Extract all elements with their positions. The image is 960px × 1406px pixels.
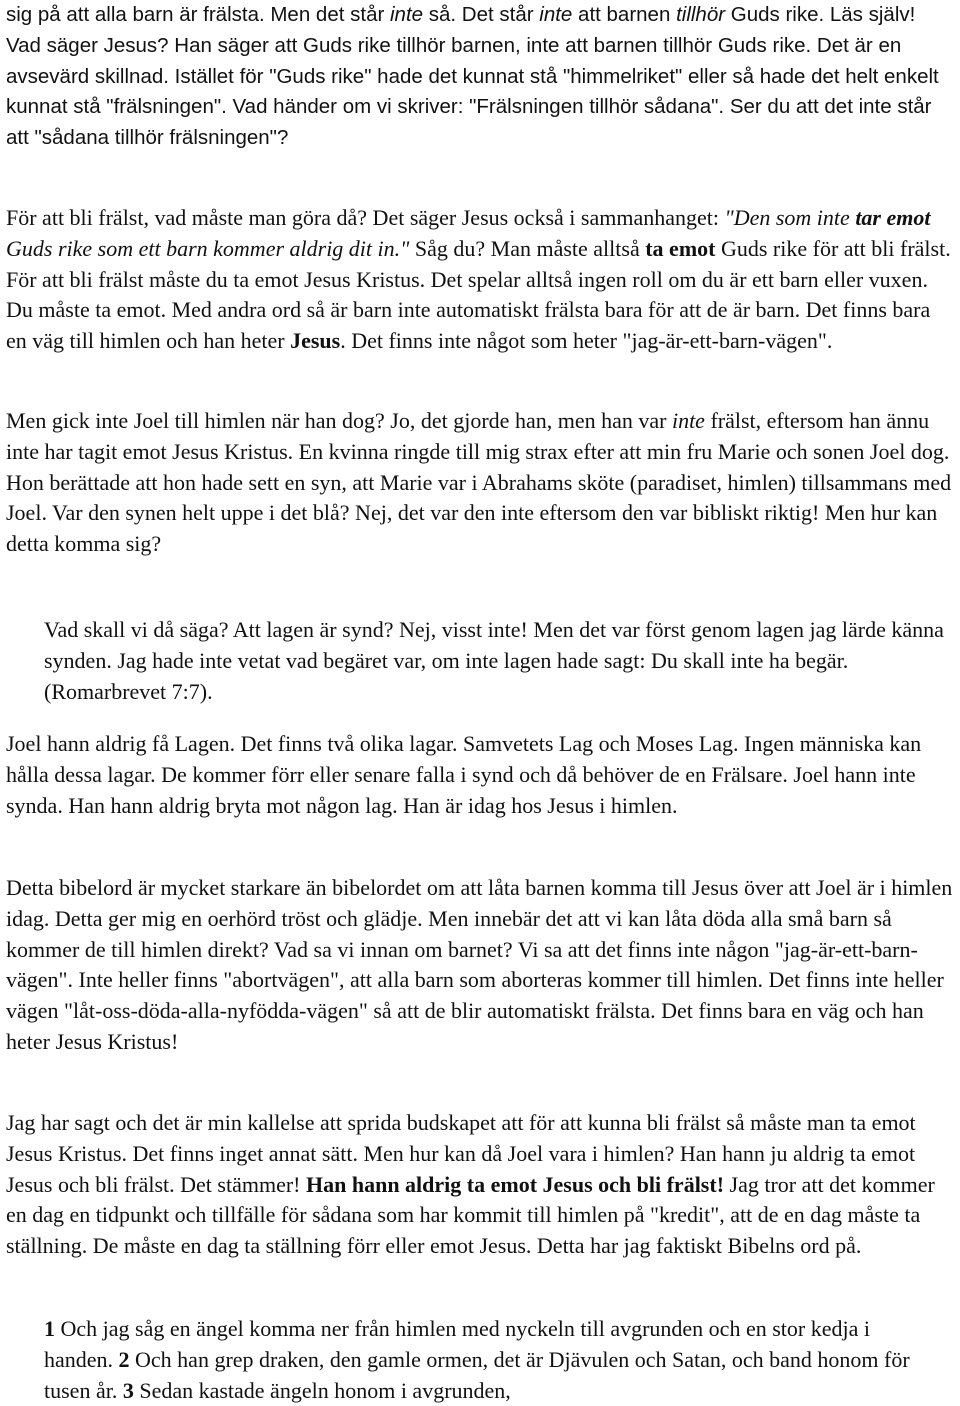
text-segment: Och jag såg en ängel komma ner från himlen med nyckeln till avgrunden och en stor kedja i handen. bbox=[44, 1316, 870, 1372]
text-segment: Guds rike för att bli frälst. För att bli frälst måste du ta emot Jesus Kristus. Det spelar alltså ingen roll om du är ett barn eller vuxen. Du måste ta emot. Med andra ord så är barn inte automatiskt frälsta bara för att de är barn. Det finns bara en väg till himlen och han heter bbox=[6, 235, 951, 354]
paragraph-4 bbox=[6, 729, 954, 821]
text-segment: Vad skall vi då säga? Att lagen är synd? Nej, visst inte! Men det var först genom lagen jag lärde känna synden. Jag hade inte vetat vad begäret var, om inte lagen hade sagt: Du skall inte ha begär. (Romarbrevet 7:7). bbox=[44, 617, 944, 704]
text-segment: inte bbox=[539, 3, 573, 26]
text-segment: . Det finns inte något som heter "jag-är-ett-barn-vägen". bbox=[340, 328, 833, 354]
text-segment: Guds rike som ett barn kommer aldrig dit in." bbox=[6, 235, 410, 261]
text-segment: 2 bbox=[118, 1346, 130, 1372]
text-segment: 1 bbox=[44, 1316, 55, 1341]
paragraph-3 bbox=[6, 406, 954, 560]
text-segment: så. Det står bbox=[423, 3, 540, 26]
paragraph-5 bbox=[6, 873, 954, 1058]
text-segment: tillhör bbox=[676, 3, 726, 26]
paragraph-2 bbox=[6, 203, 954, 357]
text-segment: inte bbox=[671, 408, 705, 433]
paragraph-6 bbox=[6, 1108, 954, 1262]
text-segment: inte bbox=[390, 3, 424, 26]
text-segment: Joel hann aldrig få Lagen. Det finns två olika lagar. Samvetets Lag och Moses Lag. Ingen människa kan hålla dessa lagar. De kommer förr eller senare falla i synd och då behöver de en Frälsare. Joel hann inte synda. Han hann aldrig bryta mot någon lag. Han är idag hos Jesus i himlen. bbox=[6, 731, 922, 818]
quote-romans bbox=[44, 615, 944, 707]
text-segment: Sedan kastade ängeln honom i avgrunden, bbox=[133, 1377, 511, 1403]
text-segment: frälst, eftersom han ännu inte har tagit emot Jesus Kristus. En kvinna ringde till mig strax efter att min fru Marie och sonen Joel dog. Hon berättade att hon hade sett en syn, att Marie var i Abrahams sköte (paradiset, himlen) tillsammans med Joel. Var den synen helt uppe i det blå? Nej, det var den inte eftersom den var bibliskt riktig! Men hur kan detta komma sig? bbox=[6, 408, 952, 557]
text-segment: att barnen bbox=[572, 3, 677, 26]
text-segment: Såg du? Man måste alltså bbox=[409, 235, 646, 261]
text-segment: Jag har sagt och det är min kallelse att sprida budskapet att för att kunna bli frälst så måste man ta emot Jesus Kristus. Det finns inget annat sätt. Men hur kan då Joel vara i himlen? Han hann ju aldrig ta emot Jesus och bli frälst. Det stämmer! bbox=[6, 1110, 916, 1197]
text-segment: Han hann aldrig ta emot Jesus och bli frälst! bbox=[306, 1171, 725, 1197]
text-segment: tar emot bbox=[855, 205, 931, 230]
text-segment: För att bli frälst, vad måste man göra då? Det säger Jesus också i sammanhanget: bbox=[6, 205, 725, 230]
paragraph-1 bbox=[6, 0, 954, 154]
text-segment: Guds rike. Läs själv! Vad säger Jesus? Han säger att Guds rike tillhör barnen, inte att barnen tillhör Guds rike. Det är en avsevärd skillnad. Istället för "Guds rike" hade det kunnat stå "himmelriket" eller så hade det helt enkelt kunnat stå "frälsningen". Vad händer om vi skriver: "Frälsningen tillhör sådana". Ser du att det inte står att "sådana tillhör frälsningen"? bbox=[6, 3, 939, 150]
text-segment: ta emot bbox=[645, 235, 716, 261]
text-segment: Men gick inte Joel till himlen när han dog? Jo, det gjorde han, men han var bbox=[6, 408, 672, 433]
text-segment: 3 bbox=[122, 1377, 134, 1403]
text-segment: Och han grep draken, den gamle ormen, det är Djävulen och Satan, och band honom för tusen år. bbox=[44, 1346, 910, 1403]
text-segment: "Den som inte bbox=[724, 205, 856, 230]
text-segment: Jesus bbox=[290, 328, 341, 354]
text-segment: Detta bibelord är mycket starkare än bibelordet om att låta barnen komma till Jesus över att Joel är i himlen idag. Detta ger mig en oerhörd tröst och glädje. Men innebär det att vi kan låta döda alla små barn så kommer de till himlen direkt? Vad sa vi innan om barnet? Vi sa att det finns inte någon "jag-är-ett-barn-vägen". Inte heller finns "abortvägen", att alla barn som aborteras kommer till himlen. Det finns inte heller vägen "låt-oss-döda-alla-nyfödda-vägen" så att de blir automatiskt frälsta. Det finns bara en väg och han heter Jesus Kristus! bbox=[6, 875, 953, 1054]
text-segment: sig på att alla barn är frälsta. Men det står bbox=[6, 3, 390, 26]
text-segment: Jag tror att det kommer en dag en tidpunkt och tillfälle för sådana som har kommit till himlen på "kredit", att de en dag måste ta ställning. De måste en dag ta ställning förr eller emot Jesus. Detta har jag faktiskt Bibelns ord på. bbox=[6, 1171, 935, 1259]
quote-revelation bbox=[44, 1314, 944, 1406]
